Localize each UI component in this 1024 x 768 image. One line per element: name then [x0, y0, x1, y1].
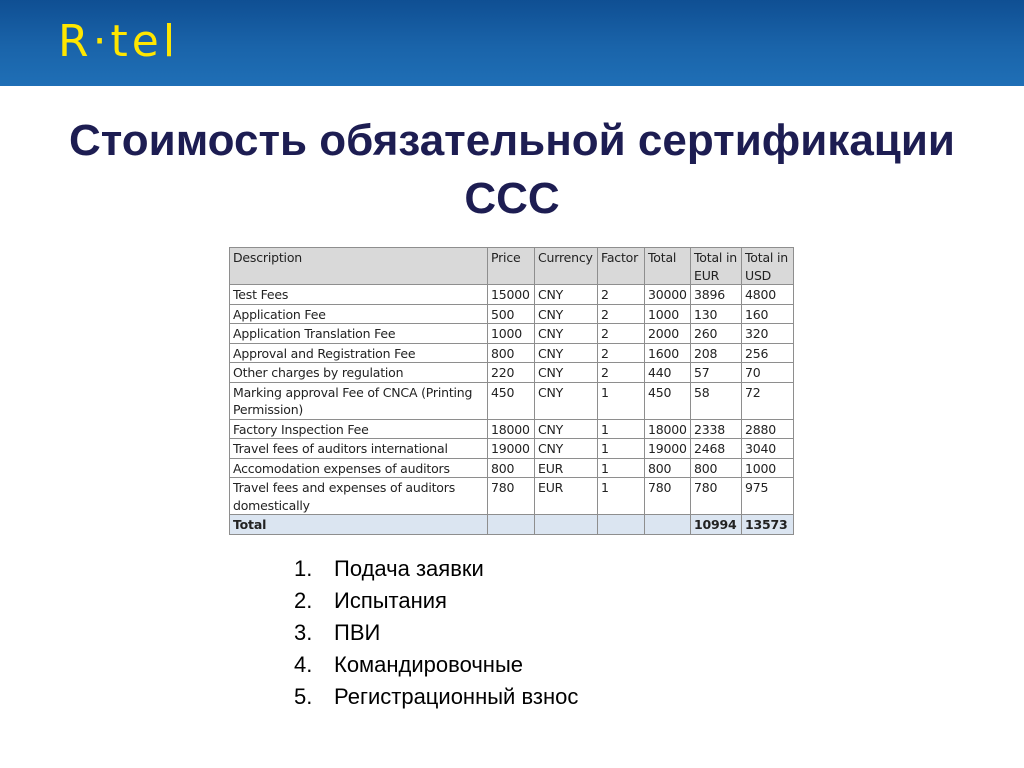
list-item [294, 649, 578, 681]
table-row [230, 382, 794, 419]
table-cell: 2468 [691, 439, 742, 459]
table-cell: CNY [535, 304, 598, 324]
table-cell [488, 515, 535, 535]
table-cell: 4800 [742, 285, 794, 305]
column-header: Currency [535, 248, 598, 285]
list-item-number: 3. [294, 620, 313, 645]
table-cell: 72 [742, 382, 794, 419]
list-item-text: Испытания [334, 588, 447, 613]
steps-list [294, 553, 578, 713]
table-cell: Application Fee [230, 304, 488, 324]
list-item [294, 617, 578, 649]
table-cell: CNY [535, 363, 598, 383]
column-header: Description [230, 248, 488, 285]
table-row [230, 343, 794, 363]
table-cell: 1 [598, 419, 645, 439]
slide-title-line1: Стоимость обязательной сертификации [69, 116, 955, 165]
table-cell: 2 [598, 363, 645, 383]
list-item-text: Командировочные [334, 652, 524, 677]
column-header: Factor [598, 248, 645, 285]
table-cell: 19000 [488, 439, 535, 459]
table-cell: Approval and Registration Fee [230, 343, 488, 363]
slide-title-line2: CCC [464, 174, 560, 223]
table-cell: 2 [598, 285, 645, 305]
list-item [294, 553, 578, 585]
table-cell: 2000 [645, 324, 691, 344]
header-bar [0, 0, 1024, 86]
table-row [230, 304, 794, 324]
list-item-number: 4. [294, 652, 313, 677]
table-cell: 19000 [645, 439, 691, 459]
table-row [230, 324, 794, 344]
table-cell: 800 [645, 458, 691, 478]
table-row [230, 478, 794, 515]
list-item-text: Подача заявки [334, 556, 484, 581]
table-cell: Travel fees and expenses of auditors domestically [230, 478, 488, 515]
table-cell: 15000 [488, 285, 535, 305]
table-cell: CNY [535, 382, 598, 419]
table-cell [598, 515, 645, 535]
table-cell: 30000 [645, 285, 691, 305]
table-cell: 2 [598, 304, 645, 324]
table-cell: 975 [742, 478, 794, 515]
column-header: Total in EUR [691, 248, 742, 285]
table-cell: CNY [535, 324, 598, 344]
table-cell: 57 [691, 363, 742, 383]
column-header: Total [645, 248, 691, 285]
table-cell: 3896 [691, 285, 742, 305]
table-cell: Travel fees of auditors international [230, 439, 488, 459]
table-cell: 1 [598, 458, 645, 478]
table-cell: 1 [598, 439, 645, 459]
table-cell: Marking approval Fee of CNCA (Printing Permission) [230, 382, 488, 419]
table-cell: 1600 [645, 343, 691, 363]
table-cell: 3040 [742, 439, 794, 459]
table-row [230, 419, 794, 439]
table-cell: 13573 [742, 515, 794, 535]
list-item-text: Регистрационный взнос [334, 684, 579, 709]
table-cell: 780 [691, 478, 742, 515]
table-cell: 2880 [742, 419, 794, 439]
table-cell: 256 [742, 343, 794, 363]
column-header: Price [488, 248, 535, 285]
fees-table-container [229, 247, 793, 535]
table-cell: 160 [742, 304, 794, 324]
table-cell: 18000 [645, 419, 691, 439]
table-cell: 500 [488, 304, 535, 324]
table-cell: Factory Inspection Fee [230, 419, 488, 439]
fees-table [229, 247, 794, 535]
table-row [230, 285, 794, 305]
table-row [230, 439, 794, 459]
list-item-number: 1. [294, 556, 313, 581]
list-item [294, 585, 578, 617]
table-cell: Total [230, 515, 488, 535]
table-cell: 1000 [645, 304, 691, 324]
table-cell: 320 [742, 324, 794, 344]
table-cell: 800 [488, 343, 535, 363]
column-header: Total in USD [742, 248, 794, 285]
table-cell: CNY [535, 439, 598, 459]
table-total-row [230, 515, 794, 535]
table-cell: 1 [598, 478, 645, 515]
slide-title [0, 112, 1024, 228]
table-cell: 780 [645, 478, 691, 515]
table-header-row [230, 248, 794, 285]
table-row [230, 363, 794, 383]
table-cell: 18000 [488, 419, 535, 439]
table-cell: 58 [691, 382, 742, 419]
table-cell: 10994 [691, 515, 742, 535]
table-cell: 2 [598, 343, 645, 363]
table-cell: 220 [488, 363, 535, 383]
table-cell: Test Fees [230, 285, 488, 305]
list-item-text: ПВИ [334, 620, 381, 645]
table-cell: 800 [691, 458, 742, 478]
table-cell [535, 515, 598, 535]
table-cell [645, 515, 691, 535]
list-item [294, 681, 578, 713]
table-cell: CNY [535, 419, 598, 439]
company-logo: R·tel [58, 16, 180, 67]
table-cell: CNY [535, 343, 598, 363]
table-cell: 208 [691, 343, 742, 363]
table-cell: 780 [488, 478, 535, 515]
table-cell: 260 [691, 324, 742, 344]
list-item-number: 2. [294, 588, 313, 613]
table-row [230, 458, 794, 478]
table-cell: 800 [488, 458, 535, 478]
table-cell: Accomodation expenses of auditors [230, 458, 488, 478]
table-cell: Application Translation Fee [230, 324, 488, 344]
list-item-number: 5. [294, 684, 313, 709]
table-cell: 130 [691, 304, 742, 324]
table-cell: 2338 [691, 419, 742, 439]
table-cell: 450 [488, 382, 535, 419]
table-cell: 1 [598, 382, 645, 419]
table-cell: 2 [598, 324, 645, 344]
table-cell: EUR [535, 458, 598, 478]
table-cell: 1000 [488, 324, 535, 344]
table-cell: 70 [742, 363, 794, 383]
table-cell: 1000 [742, 458, 794, 478]
table-cell: CNY [535, 285, 598, 305]
table-cell: EUR [535, 478, 598, 515]
table-cell: Other charges by regulation [230, 363, 488, 383]
table-cell: 440 [645, 363, 691, 383]
table-cell: 450 [645, 382, 691, 419]
